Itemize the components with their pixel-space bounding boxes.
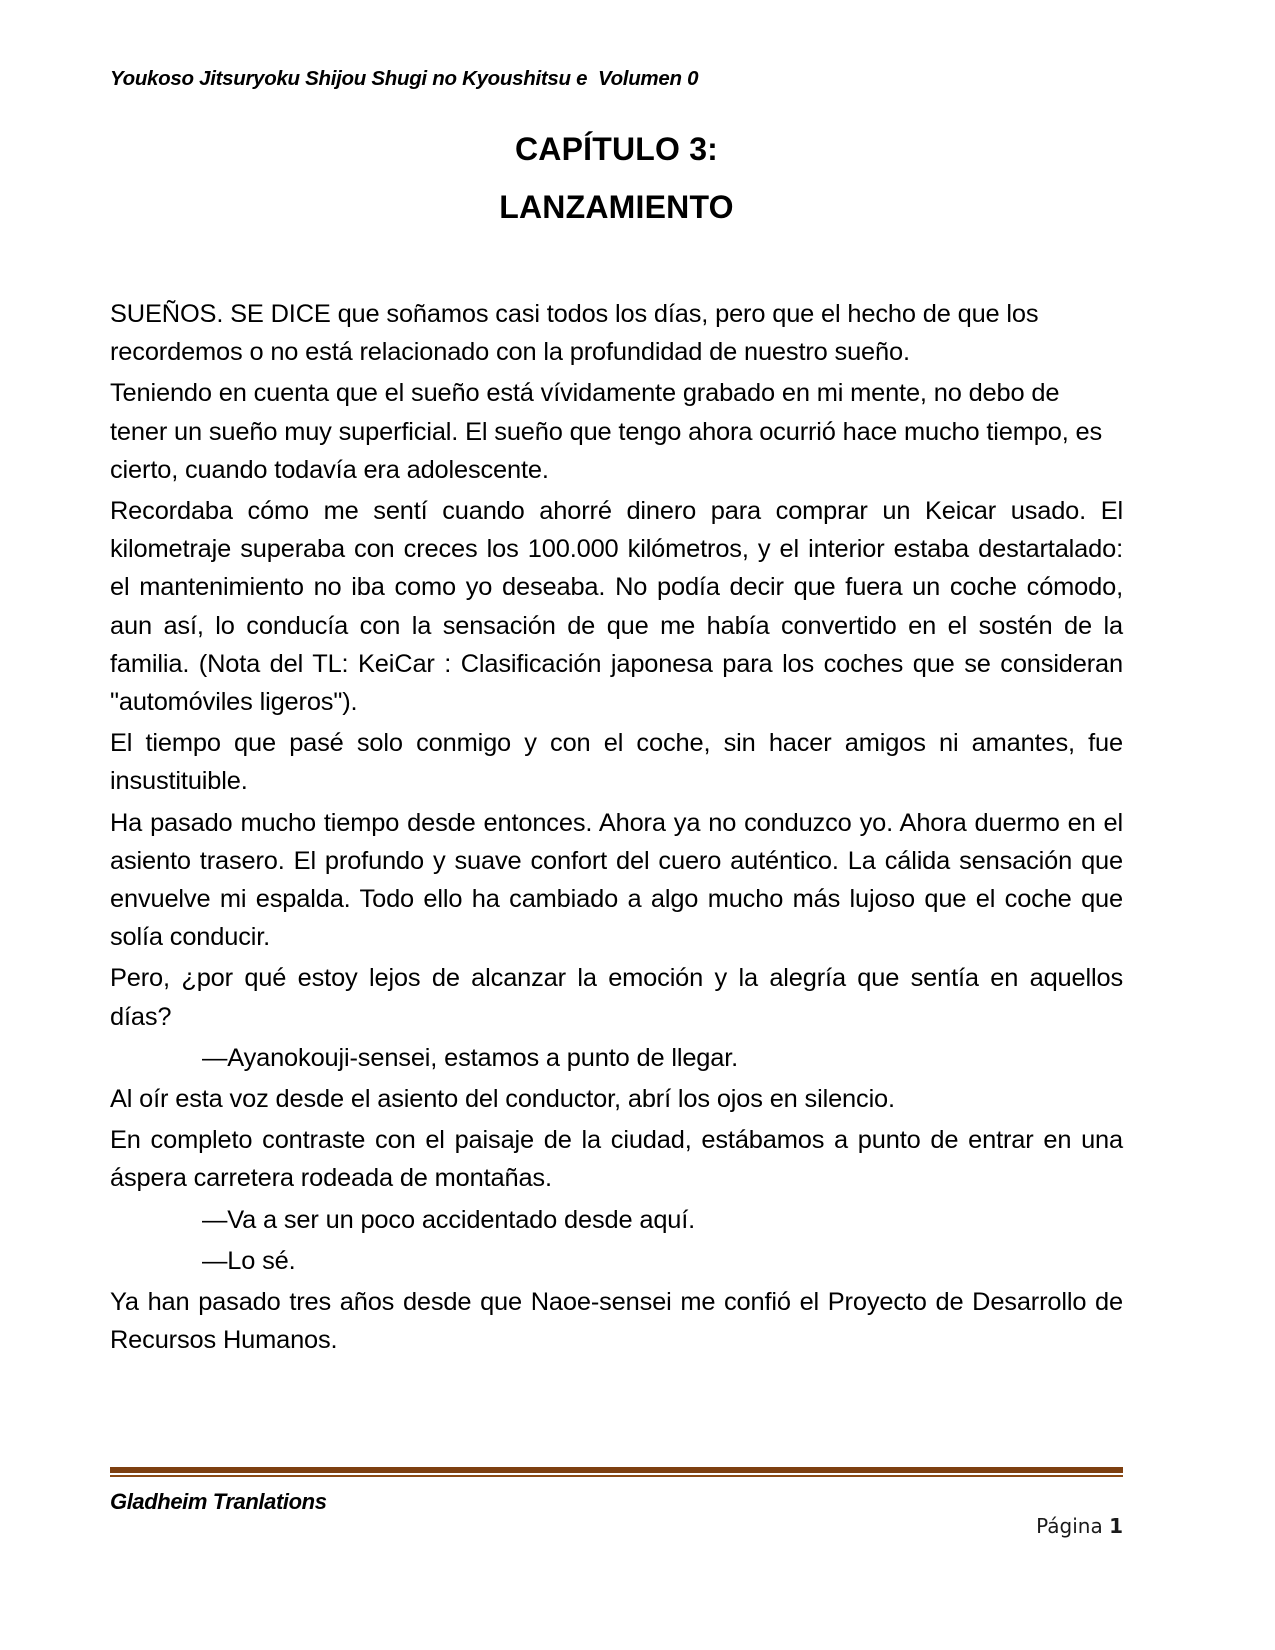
body-text [110, 295, 1123, 1359]
body-paragraph: Ya han pasado tres años desde que Naoe-sensei me confió el Proyecto de Desarrollo de Recursos Humanos. [110, 1288, 1123, 1355]
body-paragraph: —Va a ser un poco accidentado desde aquí. [202, 1205, 696, 1234]
body-paragraph: Teniendo en cuenta que el sueño está vívidamente grabado en mi mente, no debo de tener un sueño muy superficial. El sueño que tengo ahora ocurrió hace mucho tiempo, es cierto, cuando todavía era adolescente. [110, 379, 1103, 484]
body-paragraph: —Lo sé. [202, 1246, 296, 1275]
body-paragraph: El tiempo que pasé solo conmigo y con el coche, sin hacer amigos ni amantes, fue insustituible. [110, 729, 1123, 796]
body-paragraph: Pero, ¿por qué estoy lejos de alcanzar la emoción y la alegría que sentía en aquellos días? [110, 964, 1123, 1031]
running-header: Youkoso Jitsuryoku Shijou Shugi no Kyoushitsu e Volumen 0 [110, 67, 699, 90]
footer-page-label: Página [1036, 1514, 1110, 1538]
footer-brand-label: Gladheim Tranlations [110, 1489, 327, 1514]
body-paragraph: SUEÑOS. SE DICE que soñamos casi todos los días, pero que el hecho de que los recordemos o no está relacionado con la profundidad de nuestro sueño. [110, 300, 1039, 367]
chapter-title-block [110, 133, 1123, 223]
chapter-name-line: LANZAMIENTO [499, 189, 734, 225]
footer-page-number: 1 [1109, 1514, 1123, 1538]
body-paragraph: Ha pasado mucho tiempo desde entonces. Ahora ya no conduzco yo. Ahora duermo en el asiento trasero. El profundo y suave confort del cuero auténtico. La cálida sensación que envuelve mi espalda. Todo ello ha cambiado a algo mucho más lujoso que el coche que solía conducir. [110, 808, 1123, 952]
footer-row [110, 1489, 1123, 1562]
footer-page-indicator [973, 1490, 1123, 1562]
footer-divider-rule [110, 1467, 1123, 1477]
page-content-area [110, 0, 1123, 1650]
body-paragraph: Recordaba cómo me sentí cuando ahorré dinero para comprar un Keicar usado. El kilometraje superaba con creces los 100.000 kilómetros, y el interior estaba destartalado: el mantenimiento no iba como yo deseaba. No podía decir que fuera un coche cómodo, aun así, lo conducía con la sensación de que me había convertido en el sostén de la familia. (Nota del TL: KeiCar : Clasificación japonesa para los coches que se consideran "automóviles ligeros"). [110, 497, 1123, 717]
chapter-number-line: CAPÍTULO 3: [514, 131, 719, 167]
page-footer [110, 1467, 1123, 1562]
body-paragraph: Al oír esta voz desde el asiento del conductor, abrí los ojos en silencio. [110, 1085, 895, 1114]
body-paragraph: En completo contraste con el paisaje de la ciudad, estábamos a punto de entrar en una áspera carretera rodeada de montañas. [110, 1126, 1123, 1193]
body-paragraph: —Ayanokouji-sensei, estamos a punto de llegar. [202, 1043, 739, 1072]
